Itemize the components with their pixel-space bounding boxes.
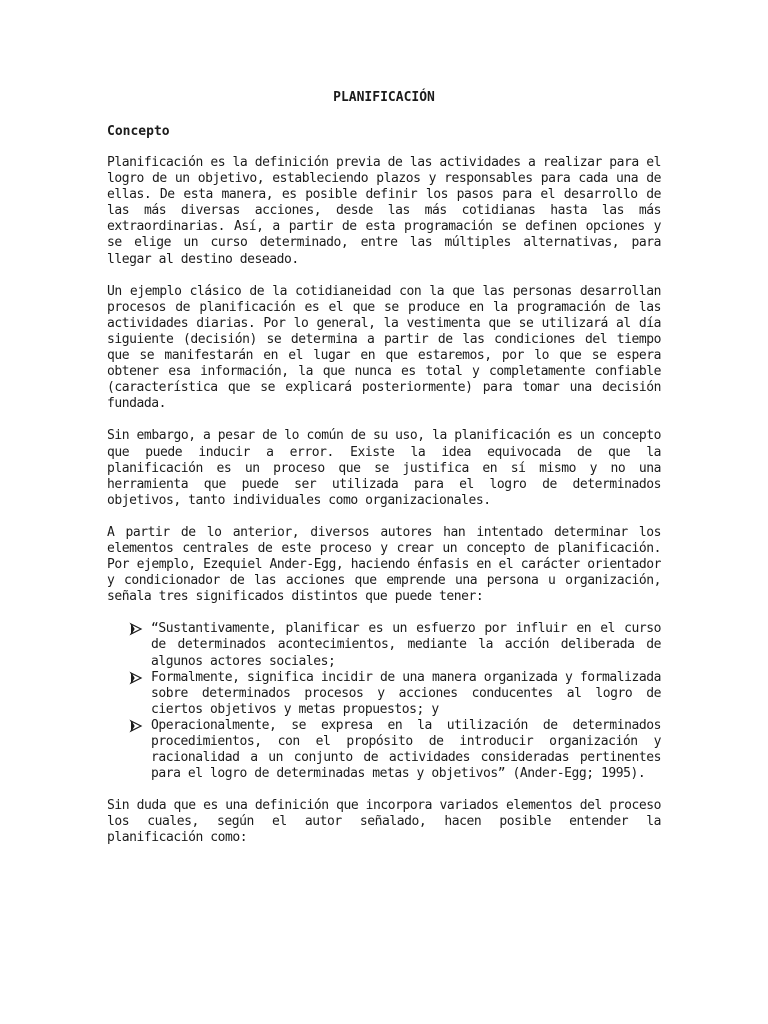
list-item-text: Operacionalmente, se expresa en la utilización de determinados procedimientos, con el propósito de introducir organización y racionalidad a un conjunto de actividades consideradas pertinentes para el logro de determinadas metas y objetivos” (Ander-Egg; 1995).: [151, 717, 661, 782]
list-item: [129, 718, 661, 782]
list-item-text: Formalmente, significa incidir de una manera organizada y formalizada sobre determinados procesos y acciones conducentes al logro de ciertos objetivos y metas propuestos; y: [151, 669, 661, 717]
arrow-bullet-icon: [129, 671, 143, 685]
list-item-text: “Sustantivamente, planificar es un esfuerzo por influir en el curso de determinados acontecimientos, mediante la acción deliberada de algunos actores sociales;: [151, 621, 661, 669]
paragraph-example: Un ejemplo clásico de la cotidianeidad con la que las personas desarrollan procesos de planificación es el que se produce en la programación de las actividades diarias. Por lo general, la vestimenta que se utilizará al día siguiente (decisión) se determina a partir de las condiciones del tiempo que se manifestarán en el lugar en que estaremos, por lo que se espera obtener esa información, la que nunca es total y completamente confiable (característica que se explicará posteriormente) para tomar una decisión fundada.: [107, 283, 661, 412]
paragraph-misconception: Sin embargo, a pesar de lo común de su uso, la planificación es un concepto que puede inducir a error. Existe la idea equivocada de que la planificación es un proceso que se justifica en sí mismo y no una herramienta que puede ser utilizada para el logro de determinados objetivos, tanto individuales como organizacionales.: [107, 428, 661, 508]
document-page: [107, 90, 661, 863]
paragraph-definition: Planificación es la definición previa de las actividades a realizar para el logro de un objetivo, estableciendo plazos y responsables para cada una de ellas. De esta manera, es posible definir los pasos para el desarrollo de las más diversas acciones, desde las más cotidianas hasta las más extraordinarias. Así, a partir de esta programación se definen opciones y se elige un curso determinado, entre las múltiples alternativas, para llegar al destino deseado.: [107, 155, 661, 267]
list-item: [129, 621, 661, 669]
list-item: [129, 670, 661, 718]
section-heading: Concepto: [107, 124, 170, 139]
paragraph-authors: A partir de lo anterior, diversos autores han intentado determinar los elementos centrales de este proceso y crear un concepto de planificación. Por ejemplo, Ezequiel Ander-Egg, haciendo énfasis en el carácter orientador y condicionador de las acciones que emprende una persona u organización, señala tres significados distintos que puede tener:: [107, 524, 661, 605]
meanings-list: [107, 621, 661, 782]
arrow-bullet-icon: [129, 622, 143, 636]
paragraph-closing: Sin duda que es una definición que incorpora variados elementos del proceso los cuales, según el autor señalado, hacen posible entender la planificación como:: [107, 798, 661, 846]
document-title: PLANIFICACIÓN: [333, 90, 435, 105]
arrow-bullet-icon: [129, 719, 143, 733]
